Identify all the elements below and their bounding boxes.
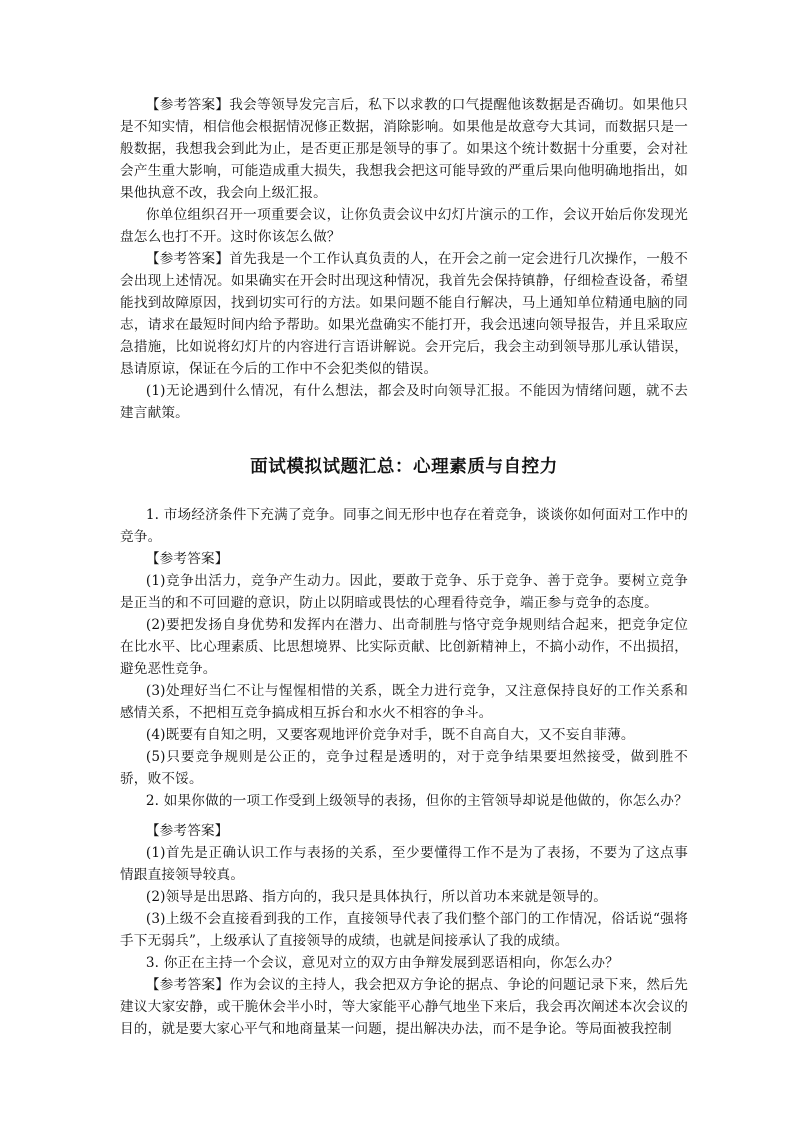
answer-paragraph-data-check: 【参考答案】我会等领导发完言后，私下以求教的口气提醒他该数据是否确切。如果他只是不知实情，相信他会根据情况修正数据，消除影响。如果他是故意夸大其词，而数据只是一般数据，我想我会到此为止，是否更正那是领导的事了。如果这个统计数据十分重要，会对社会产生重大影响，可能造成重大损失，我想我会把这可能导致的严重后果向他明确地指出，如果他执意不改，我会向上级汇报。 <box>120 97 688 201</box>
answer-q3: 【参考答案】作为会议的主持人，我会把双方争论的据点、争论的问题记录下来，然后先建议大家安静，或干脆休会半小时，等大家能平心静气地坐下来后，我会再次阐述本次会议的目的，就是要大家心平气和地商量某一问题，提出解决办法，而不是争论。等局面被我控制 <box>120 977 688 1037</box>
answer-label-q1: 【参考答案】 <box>145 551 229 567</box>
document-page <box>120 94 688 1040</box>
question-2-credit: 2. 如果你做的一项工作受到上级领导的表扬，但你的主管领导却说是他做的，你怎么办？ <box>145 793 688 809</box>
question-slideshow-failure: 你单位组织召开一项重要会议，让你负责会议中幻灯片演示的工作，会议开始后你发现光盘怎么也打不开。这时你该怎么做？ <box>120 207 688 245</box>
question-3-meeting-dispute: 3. 你正在主持一个会议，意见对立的双方由争辩发展到恶语相向，你怎么办？ <box>145 955 619 971</box>
section-heading: 面试模拟试题汇总：心理素质与自控力 <box>250 457 558 477</box>
point-report-to-leader: (1)无论遇到什么情况，有什么想法，都会及时向领导汇报。不能因为情绪问题，就不去建言献策。 <box>120 383 688 421</box>
answer-q1-point-4: (4)既要有自知之明，又要客观地评价竞争对手，既不自高自大，又不妄自菲薄。 <box>145 727 635 743</box>
answer-label-q2: 【参考答案】 <box>145 823 229 839</box>
question-1-competition: 1. 市场经济条件下充满了竞争。同事之间无形中也存在着竞争，谈谈你如何面对工作中的竞争。 <box>120 507 688 545</box>
answer-q2-point-2: (2)领导是出思路、指方向的，我只是具体执行，所以首功本来就是领导的。 <box>145 889 608 905</box>
answer-paragraph-slideshow: 【参考答案】首先我是一个工作认真负责的人，在开会之前一定会进行几次操作，一般不会出现上述情况。如果确实在开会时出现这种情况，我首先会保持镇静，仔细检查设备，希望能找到故障原因，找到切实可行的方法。如果问题不能自行解决，马上通知单位精通电脑的同志，请求在最短时间内给予帮助。如果光盘确实不能打开，我会迅速向领导报告，并且采取应急措施，比如说将幻灯片的内容进行言语讲解说。会开完后，我会主动到领导那儿承认错误，恳请原谅，保证在今后的工作中不会犯类似的错误。 <box>120 251 688 377</box>
answer-q2-point-1: (1)首先是正确认识工作与表扬的关系，至少要懂得工作不是为了表扬，不要为了这点事情跟直接领导较真。 <box>120 845 688 883</box>
answer-q1-point-1: (1)竞争出活力，竞争产生动力。因此，要敢于竞争、乐于竞争、善于竞争。要树立竞争是正当的和不可回避的意识，防止以阴暗或畏怯的心理看待竞争，端正参与竞争的态度。 <box>120 573 688 611</box>
answer-q1-point-2: (2)要把发扬自身优势和发挥内在潜力、出奇制胜与恪守竞争规则结合起来，把竞争定位在比水平、比心理素质、比思想境界、比实际贡献、比创新精神上，不搞小动作，不出损招，避免恶性竞争。 <box>120 617 688 677</box>
answer-q1-point-5: (5)只要竞争规则是公正的，竞争过程是透明的，对于竞争结果要坦然接受，做到胜不骄，败不馁。 <box>120 749 688 787</box>
answer-q2-point-3: (3)上级不会直接看到我的工作，直接领导代表了我们整个部门的工作情况，俗话说“强将手下无弱兵”，上级承认了直接领导的成绩，也就是间接承认了我的成绩。 <box>120 911 688 949</box>
answer-q1-point-3: (3)处理好当仁不让与惺惺相惜的关系，既全力进行竞争，又注意保持良好的工作关系和感情关系，不把相互竞争搞成相互拆台和水火不相容的争斗。 <box>120 683 688 721</box>
